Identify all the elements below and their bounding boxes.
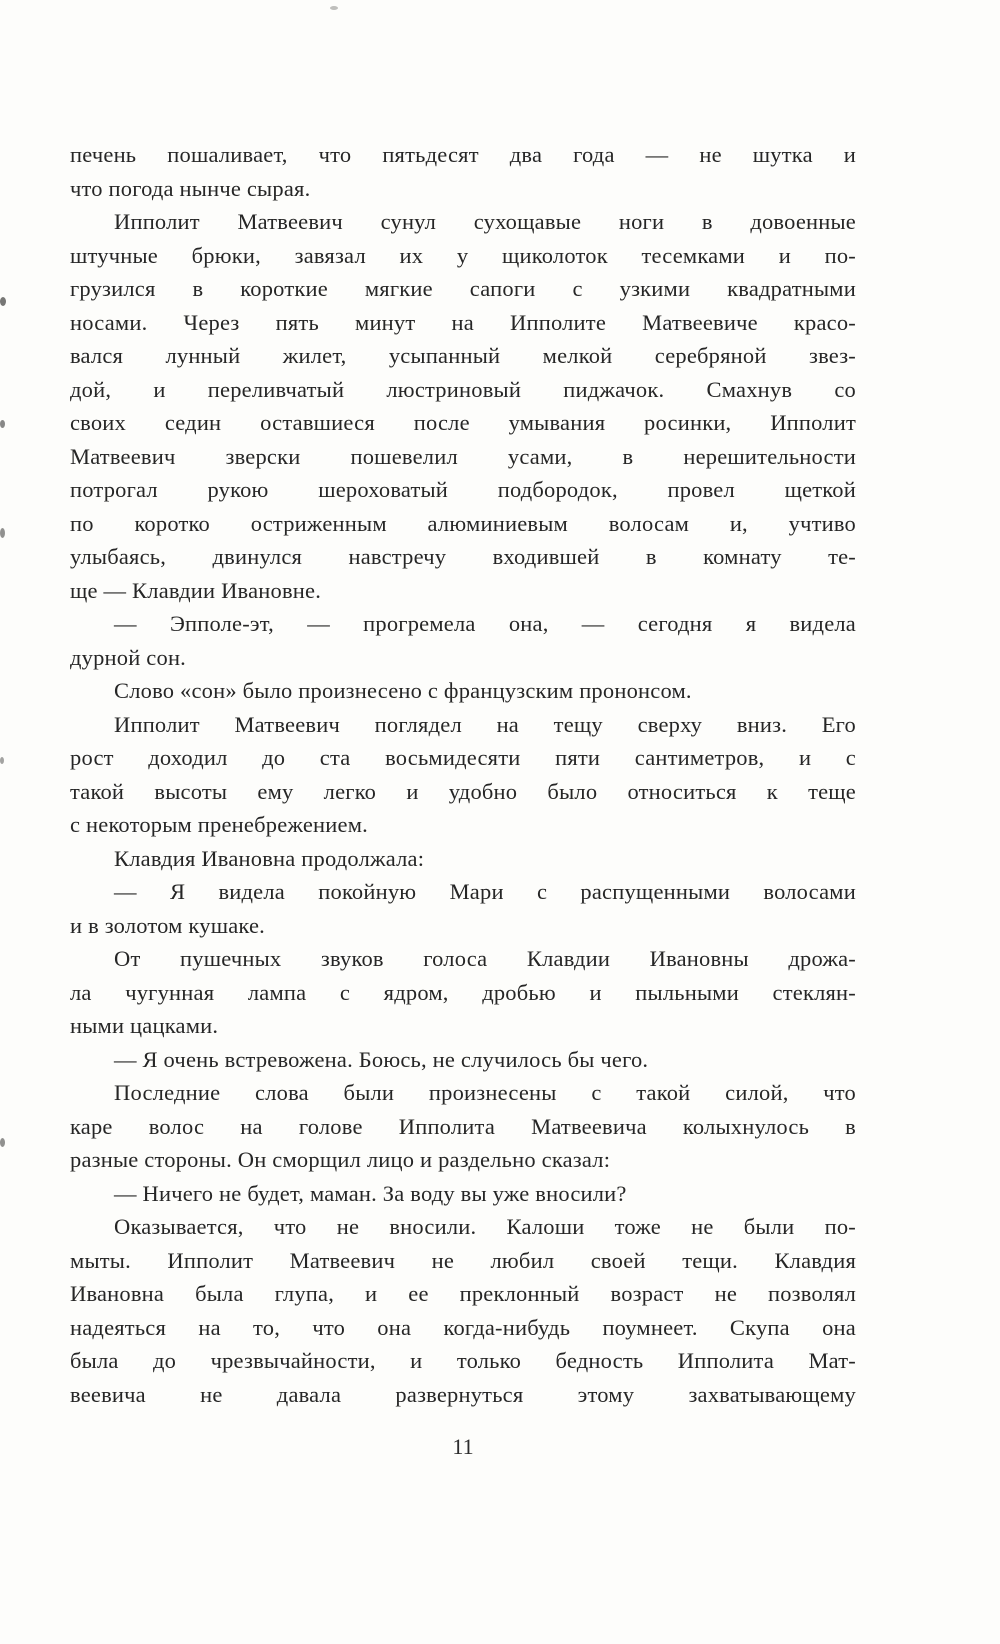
text-line: Слово «сон» было произнесено с французским прононсом.	[114, 678, 692, 703]
text-line: — Я очень встревожена. Боюсь, не случилось бы чего.	[114, 1046, 649, 1072]
paragraph	[70, 205, 856, 607]
scan-artifact	[0, 420, 5, 428]
text-block	[70, 138, 856, 1411]
paragraph	[70, 1177, 856, 1211]
paragraph	[70, 607, 856, 674]
paragraph	[70, 942, 856, 1043]
scan-artifact	[0, 757, 4, 764]
text-line: — Я видела покойную Мари с распущенными волосами	[114, 879, 856, 904]
paragraph	[70, 1043, 856, 1077]
text-line: веевича не давала развернуться этому захватывающему	[70, 1381, 856, 1407]
text-line: штучные брюки, завязал их у щиколоток тесемками и по-	[70, 242, 856, 268]
text-line: ными цацками.	[70, 1013, 219, 1038]
page-number: 11	[452, 1434, 474, 1459]
text-line: печень пошаливает, что пятьдесят два года — не шутка и	[70, 142, 856, 167]
paragraph	[70, 674, 856, 708]
text-line: такой высоты ему легко и удобно было относиться к теще	[70, 778, 856, 804]
text-line: потрогал рукою шероховатый подбородок, провел щеткой	[70, 477, 856, 502]
text-line: что погода нынче сырая.	[70, 175, 311, 201]
paragraph	[70, 708, 856, 842]
text-line: каре волос на голове Ипполита Матвеевича колыхнулось в	[70, 1113, 856, 1139]
text-line: мыты. Ипполит Матвеевич не любил своей тещи. Клавдия	[70, 1247, 856, 1273]
text-line: по коротко остриженным алюминиевым волосам и, учтиво	[70, 510, 856, 536]
scan-artifact	[0, 297, 6, 306]
text-line: и в золотом кушаке.	[70, 912, 265, 938]
text-line: разные стороны. Он сморщил лицо и раздельно сказал:	[70, 1147, 611, 1172]
text-line: своих седин оставшиеся после умывания росинки, Ипполит	[70, 410, 856, 435]
text-line: улыбаясь, двинулся навстречу входившей в комнату те-	[70, 544, 856, 569]
text-line: — Ничего не будет, маман. За воду вы уже вносили?	[114, 1180, 627, 1206]
paragraph	[70, 875, 856, 942]
text-line: Последние слова были произнесены с такой силой, что	[114, 1080, 856, 1105]
text-line: ла чугунная лампа с ядром, дробью и пыльными стеклян-	[70, 979, 856, 1005]
text-line: дурной сон.	[70, 644, 187, 670]
text-line: грузился в короткие мягкие сапоги с узкими квадратными	[70, 276, 856, 301]
text-line: была до чрезвычайности, и только бедность Ипполита Мат-	[70, 1348, 856, 1373]
text-line: Ипполит Матвеевич сунул сухощавые ноги в довоенные	[114, 209, 856, 234]
paragraph	[70, 842, 856, 876]
text-line: Матвеевич зверски пошевелил усами, в нерешительности	[70, 443, 856, 469]
text-line: Оказывается, что не вносили. Калоши тоже не были по-	[114, 1214, 856, 1239]
scan-artifact	[0, 1138, 5, 1147]
text-line: рост доходил до ста восьмидесяти пяти сантиметров, и с	[70, 745, 856, 770]
text-line: ще — Клавдии Ивановне.	[70, 577, 322, 603]
paragraph	[70, 1076, 856, 1177]
text-line: — Эпполе-эт, — прогремела она, — сегодня я видела	[114, 611, 856, 636]
paragraph	[70, 1210, 856, 1411]
paragraph	[70, 138, 856, 205]
text-line: дой, и переливчатый люстриновый пиджачок. Смахнув со	[70, 376, 856, 402]
text-line: надеяться на то, что она когда-нибудь поумнеет. Скупа она	[70, 1314, 856, 1340]
scan-artifact	[0, 528, 5, 538]
text-line: носами. Через пять минут на Ипполите Матвеевиче красо-	[70, 309, 856, 335]
text-line: с некоторым пренебрежением.	[70, 812, 368, 837]
text-line: От пушечных звуков голоса Клавдии Ивановны дрожа-	[114, 946, 856, 971]
scan-artifact	[330, 6, 338, 10]
text-line: Клавдия Ивановна продолжала:	[114, 845, 425, 871]
text-line: вался лунный жилет, усыпанный мелкой серебряной звез-	[70, 343, 856, 368]
text-line: Ипполит Матвеевич поглядел на тещу сверху вниз. Его	[114, 711, 856, 737]
text-line: Ивановна была глупа, и ее преклонный возраст не позволял	[70, 1281, 856, 1306]
